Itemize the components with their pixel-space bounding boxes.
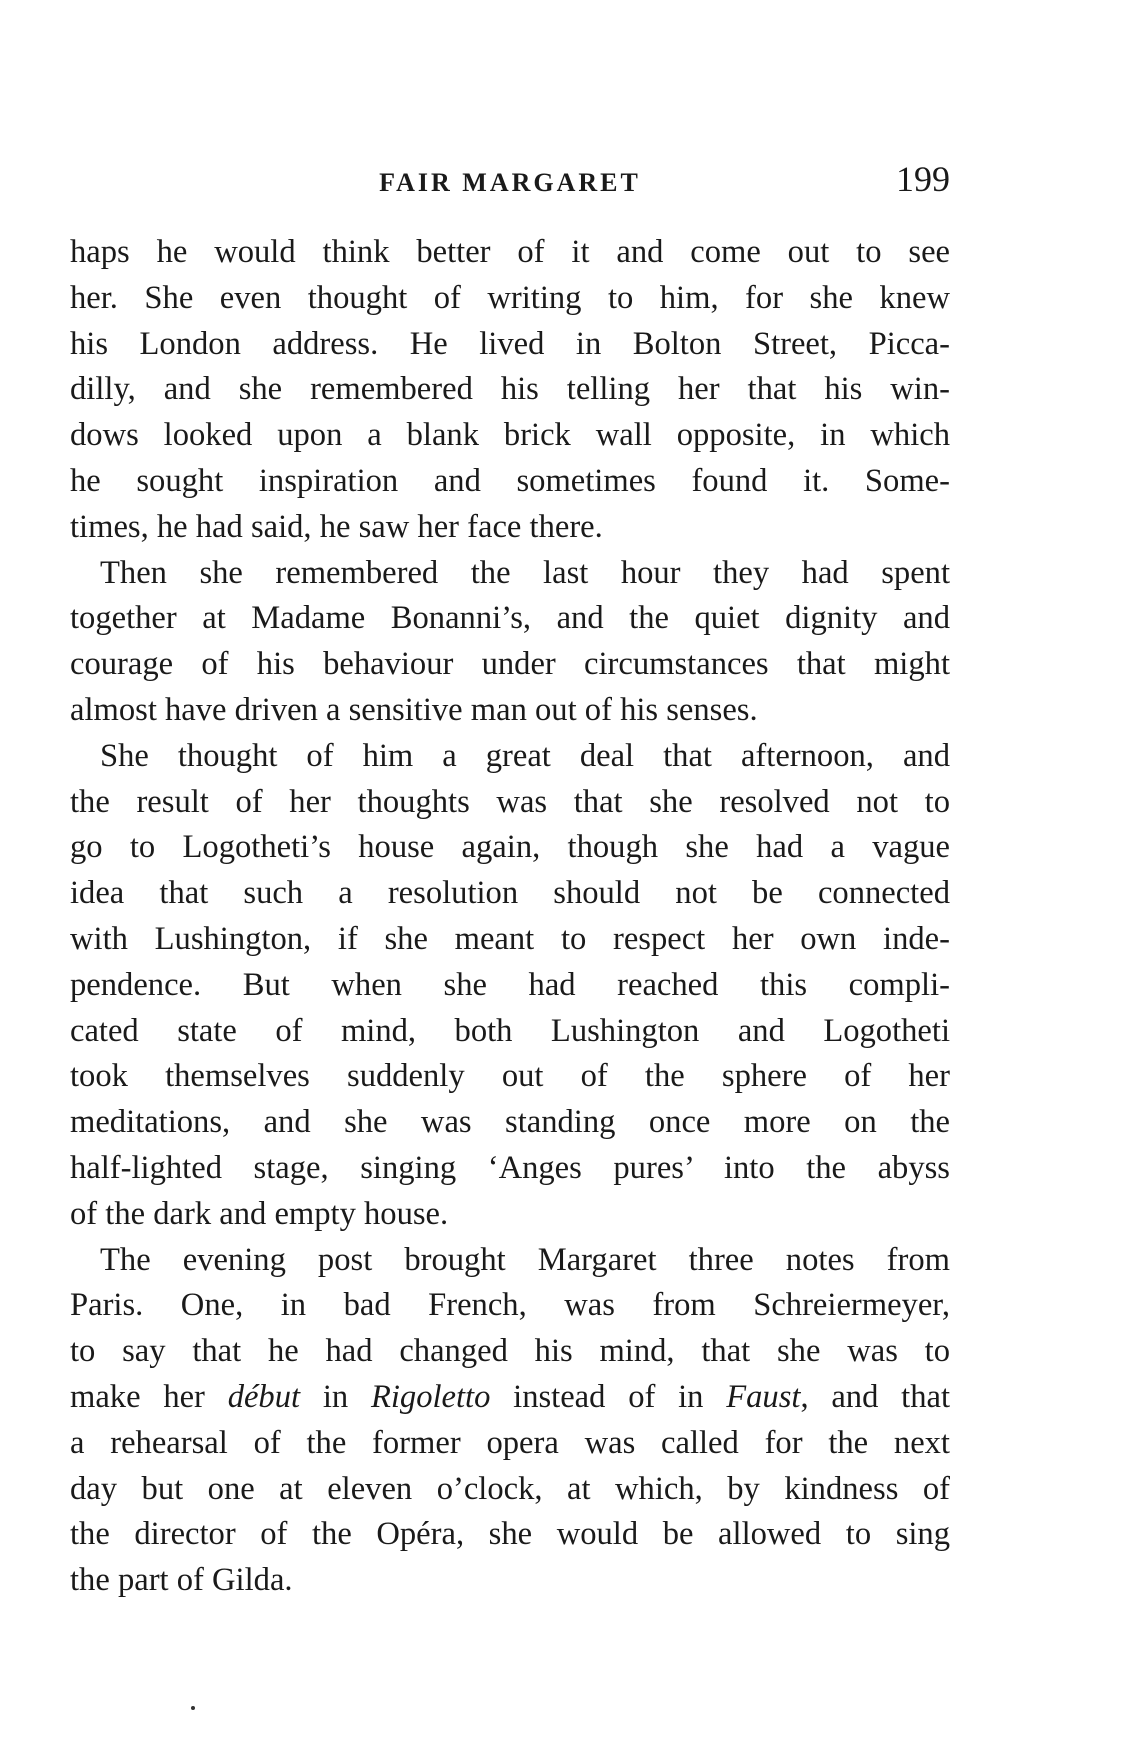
text-line: her. She even thought of writing to him, for she knew: [70, 279, 950, 316]
paragraph: [70, 1238, 950, 1604]
text-line: a rehearsal of the former opera was called for the next: [70, 1424, 950, 1461]
body-text: [70, 230, 950, 1604]
text-line: idea that such a resolution should not be connected: [70, 875, 950, 912]
text-line: She thought of him a great deal that afternoon, and: [100, 737, 950, 774]
text-line: dows looked upon a blank brick wall opposite, in which: [70, 417, 950, 454]
text-line: haps he would think better of it and come out to see: [70, 234, 950, 270]
text-line: half-lighted stage, singing ‘Anges pures’ into the abyss: [70, 1149, 950, 1186]
text-line: almost have driven a sensitive man out of his senses.: [70, 691, 758, 728]
text-line: he sought inspiration and sometimes found it. Some-: [70, 462, 950, 499]
text-line: day but one at eleven o’clock, at which, by kindness of: [70, 1470, 950, 1507]
text-line: his London address. He lived in Bolton Street, Picca-: [70, 325, 950, 362]
text-line: of the dark and empty house.: [70, 1195, 449, 1232]
text-line: Paris. One, in bad French, was from Schreiermeyer,: [70, 1287, 950, 1324]
text-line: courage of his behaviour under circumstances that might: [70, 646, 950, 683]
text-line: times, he had said, he saw her face there.: [70, 508, 603, 545]
paragraph: [70, 230, 950, 551]
text-line: cated state of mind, both Lushington and Logotheti: [70, 1012, 950, 1049]
text-line: meditations, and she was standing once more on the: [70, 1104, 950, 1141]
running-head: [70, 158, 950, 206]
paragraph: [70, 551, 950, 734]
text-line: go to Logotheti’s house again, though she had a vague: [70, 829, 950, 866]
print-speck: [191, 1706, 195, 1710]
text-line: together at Madame Bonanni’s, and the quiet dignity and: [70, 600, 950, 637]
text-line: the part of Gilda.: [70, 1562, 293, 1599]
text-line: The evening post brought Margaret three notes from: [100, 1241, 950, 1278]
paragraph: [70, 734, 950, 1238]
text-line: the director of the Opéra, she would be allowed to sing: [70, 1516, 950, 1553]
text-line: to say that he had changed his mind, that she was to: [70, 1333, 950, 1370]
running-head-title: FAIR MARGARET: [379, 168, 641, 197]
page-number: 199: [896, 159, 950, 199]
text-line: dilly, and she remembered his telling her that his win-: [70, 371, 950, 408]
text-line: make her début in Rigoletto instead of in Faust, and that: [70, 1378, 951, 1415]
text-line: took themselves suddenly out of the sphere of her: [70, 1058, 950, 1095]
text-line: Then she remembered the last hour they had spent: [100, 554, 950, 591]
text-line: pendence. But when she had reached this compli-: [70, 966, 950, 1003]
text-line: the result of her thoughts was that she resolved not to: [70, 783, 950, 820]
text-line: with Lushington, if she meant to respect her own inde-: [70, 920, 950, 957]
